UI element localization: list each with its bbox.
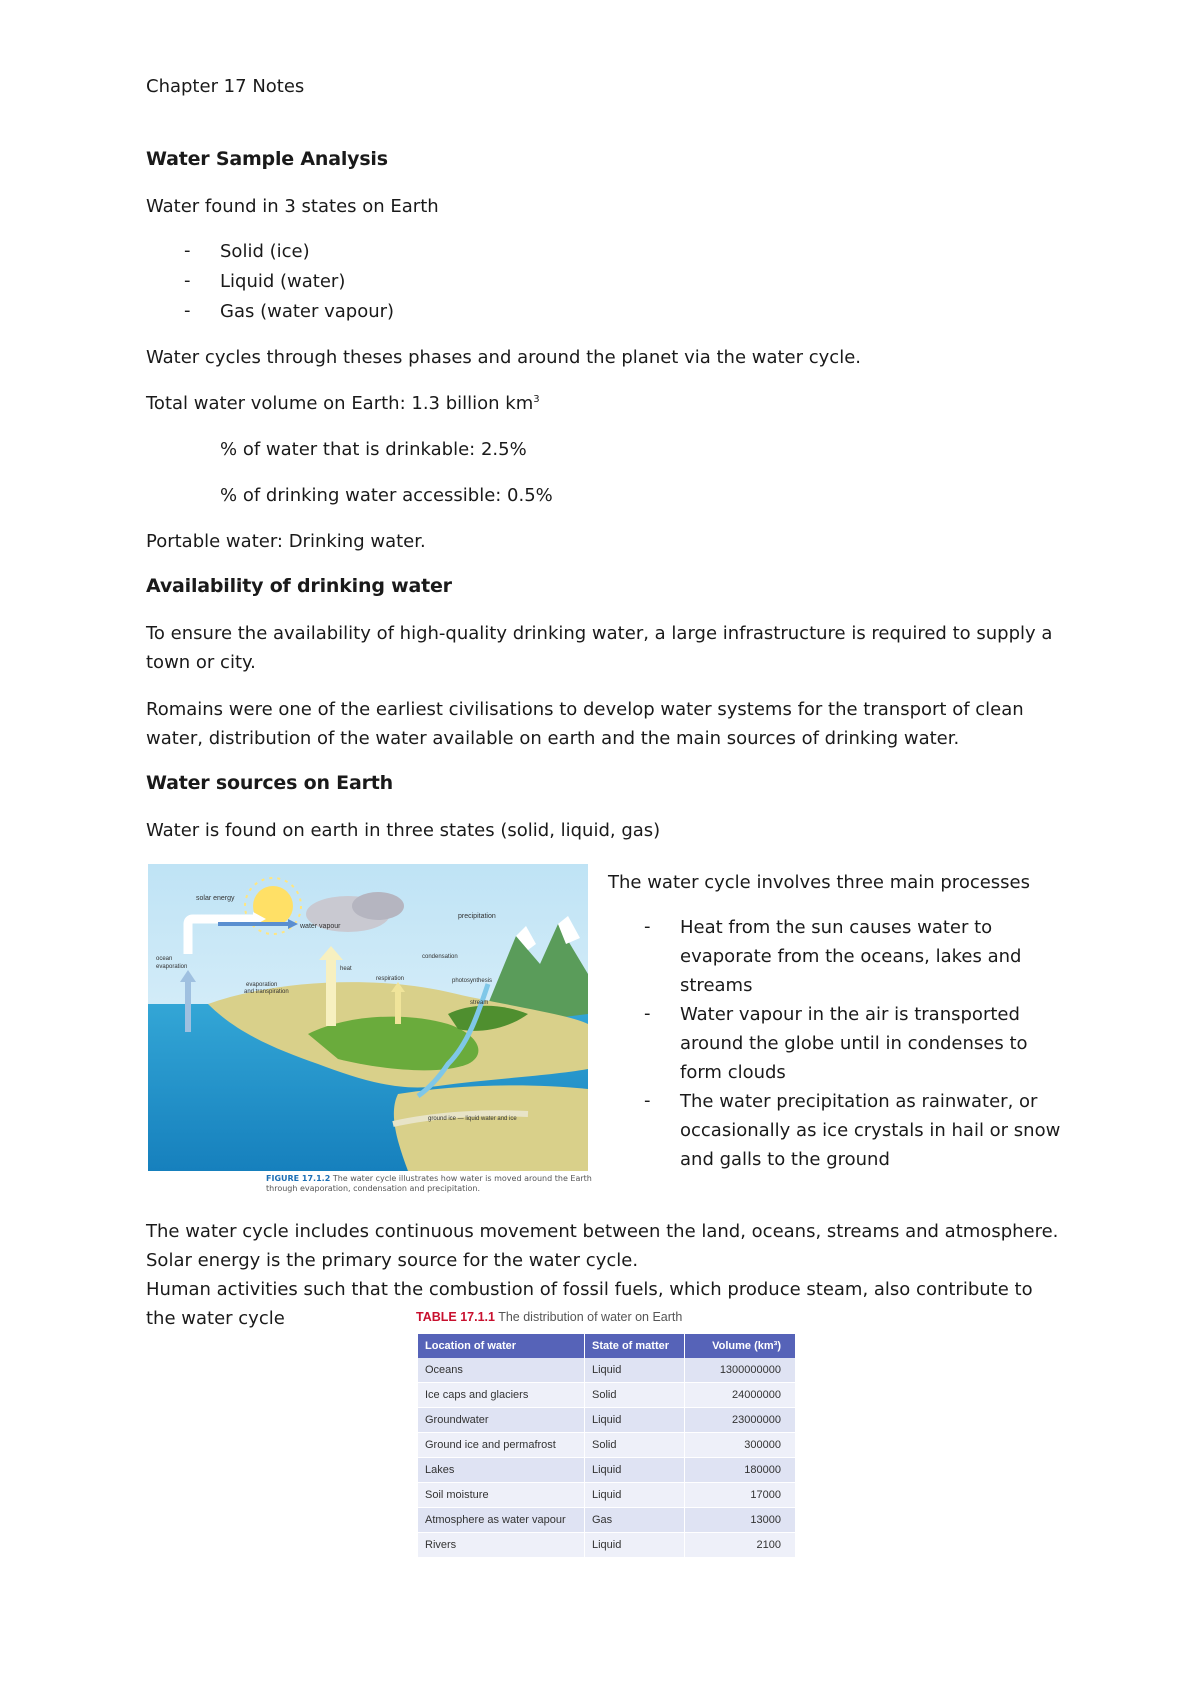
column-header-state: State of matter bbox=[585, 1334, 685, 1358]
cell-location: Soil moisture bbox=[418, 1483, 585, 1508]
process-3-line3: and galls to the ground bbox=[680, 1149, 890, 1170]
cell-state: Gas bbox=[585, 1508, 685, 1533]
human-activities-line: Human activities such that the combustion of fossil fuels, which produce steam, also contribute to bbox=[146, 1279, 1033, 1300]
table-row bbox=[418, 1383, 796, 1408]
cell-location: Lakes bbox=[418, 1458, 585, 1483]
heat-arrow bbox=[326, 960, 336, 1026]
process-3-line2: occasionally as ice crystals in hail or snow bbox=[680, 1120, 1061, 1141]
portable-line: Portable water: Drinking water. bbox=[146, 531, 426, 552]
cell-state: Liquid bbox=[585, 1458, 685, 1483]
table-header-row bbox=[418, 1334, 796, 1358]
column-header-location: Location of water bbox=[418, 1334, 585, 1358]
ocean-evaporation-arrow bbox=[185, 982, 191, 1032]
cell-location: Groundwater bbox=[418, 1408, 585, 1433]
total-volume-text: Total water volume on Earth: 1.3 billion km bbox=[146, 393, 534, 414]
label-ground-ice: ground ice — liquid water and ice bbox=[428, 1116, 517, 1122]
states-intro: Water found in 3 states on Earth bbox=[146, 196, 439, 217]
process-1-line2: evaporate from the oceans, lakes and bbox=[680, 946, 1022, 967]
table-row bbox=[418, 1533, 796, 1558]
cell-location: Ice caps and glaciers bbox=[418, 1383, 585, 1408]
label-transpiration: and transpiration bbox=[244, 989, 289, 995]
human-activities-line2: the water cycle bbox=[146, 1308, 285, 1329]
column-header-volume: Volume (km³) bbox=[685, 1334, 796, 1358]
label-ocean: ocean bbox=[156, 956, 173, 962]
table-row bbox=[418, 1408, 796, 1433]
label-stream: stream bbox=[470, 1000, 489, 1006]
total-volume-superscript: 3 bbox=[533, 394, 540, 405]
cell-state: Liquid bbox=[585, 1358, 685, 1383]
label-evaporation: evaporation bbox=[156, 964, 188, 970]
water-distribution-table bbox=[418, 1334, 796, 1558]
bullet-dash: - bbox=[644, 1090, 651, 1111]
table-row bbox=[418, 1508, 796, 1533]
cell-volume: 1300000000 bbox=[685, 1358, 796, 1383]
availability-p2-line2: water, distribution of the water available on earth and the main sources of drinking water. bbox=[146, 728, 960, 749]
bullet-dash: - bbox=[184, 270, 191, 291]
cell-state: Liquid bbox=[585, 1533, 685, 1558]
label-evapotranspiration: evaporation bbox=[246, 982, 278, 988]
heading-availability: Availability of drinking water bbox=[146, 575, 452, 597]
table-caption-text: The distribution of water on Earth bbox=[498, 1310, 683, 1324]
water-cycle-figure bbox=[148, 864, 588, 1171]
accessible-line: % of drinking water accessible: 0.5% bbox=[220, 485, 553, 506]
process-2-line2: around the globe until in condenses to bbox=[680, 1033, 1028, 1054]
cell-location: Rivers bbox=[418, 1533, 585, 1558]
cell-volume: 300000 bbox=[685, 1433, 796, 1458]
figure-caption-text: The water cycle illustrates how water is moved around the Earth through evaporation, condensation and precipitation. bbox=[266, 1174, 592, 1193]
figure-caption bbox=[266, 1174, 596, 1194]
cell-location: Atmosphere as water vapour bbox=[418, 1508, 585, 1533]
movement-line: The water cycle includes continuous movement between the land, oceans, streams and atmosphere. bbox=[146, 1221, 1059, 1242]
cell-volume: 23000000 bbox=[685, 1408, 796, 1433]
label-respiration: respiration bbox=[376, 976, 405, 982]
bullet-dash: - bbox=[644, 916, 651, 937]
drinkable-line: % of water that is drinkable: 2.5% bbox=[220, 439, 527, 460]
label-heat: heat bbox=[340, 966, 352, 972]
table-caption-label: TABLE 17.1.1 bbox=[416, 1310, 495, 1324]
respiration-arrow bbox=[395, 992, 401, 1024]
process-2-line3: form clouds bbox=[680, 1062, 786, 1083]
label-precipitation: precipitation bbox=[458, 913, 496, 920]
cell-volume: 180000 bbox=[685, 1458, 796, 1483]
label-water-vapour: water vapour bbox=[300, 923, 341, 930]
process-1-line3: streams bbox=[680, 975, 753, 996]
state-item-liquid: Liquid (water) bbox=[220, 271, 346, 292]
label-photosynthesis: photosynthesis bbox=[452, 978, 493, 984]
process-3-line1: The water precipitation as rainwater, or bbox=[680, 1091, 1038, 1112]
cloud bbox=[352, 892, 404, 920]
state-item-solid: Solid (ice) bbox=[220, 241, 310, 262]
cell-volume: 24000000 bbox=[685, 1383, 796, 1408]
availability-p2-line1: Romains were one of the earliest civilisations to develop water systems for the transport of clean bbox=[146, 699, 1024, 720]
availability-p1-line2: town or city. bbox=[146, 652, 256, 673]
cell-volume: 13000 bbox=[685, 1508, 796, 1533]
bullet-dash: - bbox=[184, 240, 191, 261]
process-1-line1: Heat from the sun causes water to bbox=[680, 917, 993, 938]
cell-state: Solid bbox=[585, 1433, 685, 1458]
solar-energy-line: Solar energy is the primary source for the water cycle. bbox=[146, 1250, 639, 1271]
cell-location: Oceans bbox=[418, 1358, 585, 1383]
bullet-dash: - bbox=[184, 300, 191, 321]
lower-land bbox=[394, 1085, 588, 1171]
cell-state: Liquid bbox=[585, 1408, 685, 1433]
table-row bbox=[418, 1358, 796, 1383]
availability-p1-line1: To ensure the availability of high-quality drinking water, a large infrastructure is required to supply a bbox=[146, 623, 1053, 644]
label-condensation: condensation bbox=[422, 954, 458, 960]
cell-volume: 2100 bbox=[685, 1533, 796, 1558]
table-caption bbox=[416, 1310, 682, 1324]
heading-water-sources: Water sources on Earth bbox=[146, 772, 393, 794]
table-row bbox=[418, 1433, 796, 1458]
cell-state: Liquid bbox=[585, 1483, 685, 1508]
heading-water-sample-analysis: Water Sample Analysis bbox=[146, 148, 388, 170]
table-row bbox=[418, 1458, 796, 1483]
cell-state: Solid bbox=[585, 1383, 685, 1408]
page-header: Chapter 17 Notes bbox=[146, 76, 305, 97]
state-item-gas: Gas (water vapour) bbox=[220, 301, 395, 322]
table-row bbox=[418, 1483, 796, 1508]
bullet-dash: - bbox=[644, 1003, 651, 1024]
total-volume-line bbox=[146, 389, 540, 418]
processes-title: The water cycle involves three main processes bbox=[608, 872, 1031, 893]
cell-location: Ground ice and permafrost bbox=[418, 1433, 585, 1458]
label-solar-energy: solar energy bbox=[196, 895, 235, 902]
figure-caption-label: FIGURE 17.1.2 bbox=[266, 1174, 331, 1183]
cell-volume: 17000 bbox=[685, 1483, 796, 1508]
water-sources-intro: Water is found on earth in three states (solid, liquid, gas) bbox=[146, 820, 661, 841]
water-cycle-sentence: Water cycles through theses phases and around the planet via the water cycle. bbox=[146, 347, 861, 368]
process-2-line1: Water vapour in the air is transported bbox=[680, 1004, 1020, 1025]
